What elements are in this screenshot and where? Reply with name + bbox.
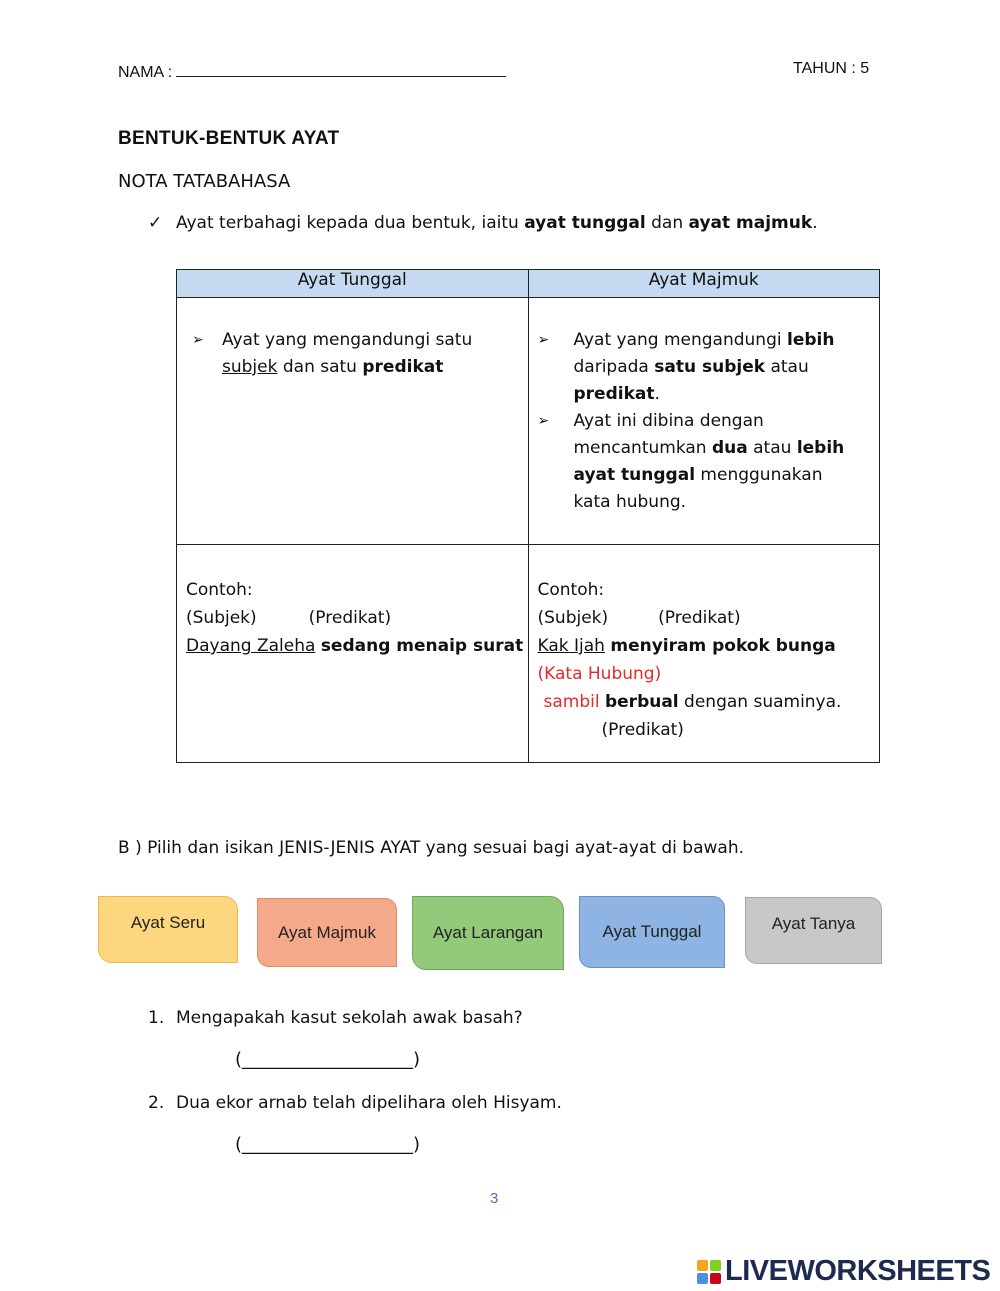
kata-hubung-label: (Kata Hubung) [537,664,662,684]
name-line[interactable] [176,60,506,77]
predikat-label: (Predikat) [658,608,741,628]
check-icon: ✓ [148,213,163,233]
option-ayat-tanya[interactable]: Ayat Tanya [745,897,882,964]
subjek-label: (Subjek) [186,608,257,628]
header-ayat-majmuk: Ayat Majmuk [528,270,880,298]
notes-table [176,269,880,763]
page-number: 3 [490,1190,499,1207]
tunggal-example-cell [177,545,529,763]
option-ayat-seru[interactable]: Ayat Seru [98,896,238,963]
majmuk-example-cell: Contoh: (Subjek) (Predikat) Kak Ijah menyiram pokok bunga (Kata Hubung) sambil berbual dengan suaminya. (Predikat) [528,545,880,763]
question-2: 2. Dua ekor arnab telah dipelihara oleh Hisyam. [148,1093,562,1113]
example-predicate: menyiram pokok bunga [610,636,836,656]
header-ayat-tunggal: Ayat Tunggal [177,270,529,298]
section-heading: NOTA TATABAHASA [118,171,291,192]
year-field [793,60,869,78]
question-1: 1. Mengapakah kasut sekolah awak basah? [148,1008,523,1028]
example-predicate: sedang menaip surat [320,636,524,656]
arrow-bullet-icon: ➢ [537,413,550,429]
intro-bullet: ✓ Ayat terbahagi kepada dua bentuk, iaitu ayat tunggal dan ayat majmuk. [148,213,818,233]
watermark-text: LIVEWORKSHEETS [725,1255,991,1287]
name-field [118,60,506,82]
conjunction: sambil [543,692,600,712]
option-ayat-majmuk[interactable]: Ayat Majmuk [257,898,397,967]
option-ayat-larangan[interactable]: Ayat Larangan [412,896,564,970]
name-label: NAMA : [118,64,173,81]
arrow-bullet-icon: ➢ [192,332,204,348]
contoh-label: Contoh: [537,580,605,600]
example-subject: Kak Ijah [537,636,605,656]
tunggal-definition: ➢ Ayat yang mengandungi satu subjek dan satu predikat [178,327,503,381]
predikat-label-2: (Predikat) [601,720,684,740]
majmuk-definition-2: ➢ Ayat ini dibina dengan mencantumkan dua atau lebih ayat tunggal menggunakan kata hubung. [530,408,859,516]
arrow-bullet-icon: ➢ [537,332,550,348]
section-b-instruction: B ) Pilih dan isikan JENIS-JENIS AYAT yang sesuai bagi ayat-ayat di bawah. [118,838,745,858]
majmuk-definition-1: ➢ Ayat yang mengandungi lebih daripada satu subjek atau predikat. [530,327,859,408]
subjek-label: (Subjek) [537,608,609,628]
tunggal-definition-cell [177,298,529,545]
year-label: TAHUN : [793,60,856,77]
year-value: 5 [860,60,870,77]
logo-icon [697,1260,721,1284]
contoh-label: Contoh: [186,580,253,600]
page-title: BENTUK-BENTUK AYAT [118,128,340,149]
liveworksheets-logo [697,1255,990,1288]
example-subject: Dayang Zaleha [186,636,316,656]
answer-blank-1[interactable]: (___________________) [235,1049,421,1070]
majmuk-definition-cell [528,298,880,545]
predikat-label: (Predikat) [308,608,392,628]
answer-blank-2[interactable]: (___________________) [235,1134,421,1155]
option-ayat-tunggal[interactable]: Ayat Tunggal [579,896,725,968]
